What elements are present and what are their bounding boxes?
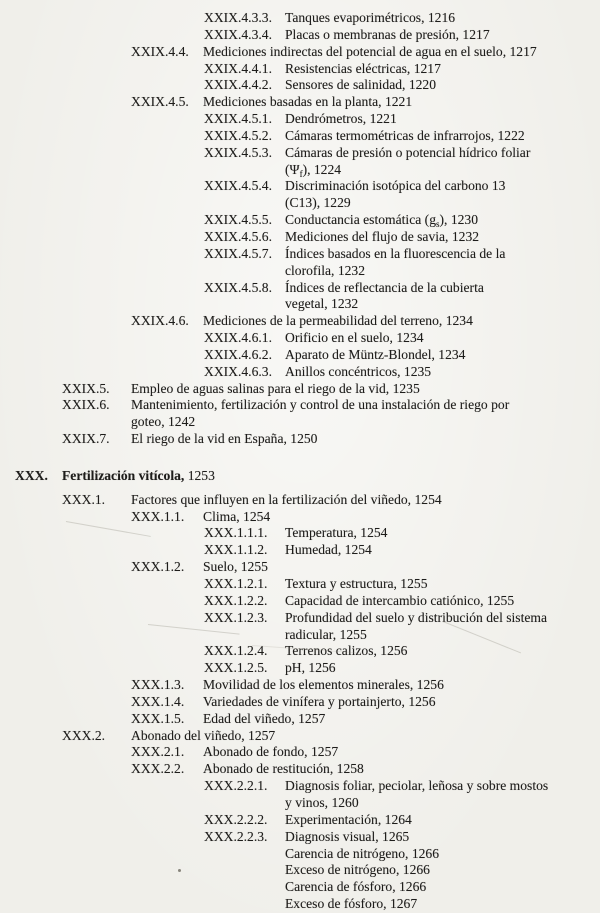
- entry-first-line: [204, 228, 600, 246]
- toc-entry: [0, 677, 600, 694]
- entry-first-line: [204, 525, 600, 542]
- entry-title: Anillos concéntricos, 1235: [285, 363, 432, 379]
- entry-title: Suelo, 1255: [203, 559, 268, 575]
- entry-number: XXIX.4.6.2.: [204, 346, 272, 362]
- toc-entry: [0, 525, 600, 542]
- entry-number: XXIX.4.5.1.: [204, 111, 272, 127]
- entry-number: XXX.: [15, 467, 48, 483]
- entry-title: $(\Psi_f)$, 1224: [285, 161, 342, 179]
- entry-title: y vinos, 1260: [285, 794, 359, 810]
- entry-title: Profundidad del suelo y distribución del sistema: [285, 609, 548, 625]
- entry-first-line: [204, 144, 600, 162]
- entry-number: XXIX.4.3.4.: [204, 26, 272, 42]
- entry-wrap-line: [285, 162, 600, 179]
- entry-number: XXIX.4.6.: [131, 313, 189, 329]
- entry-title: pH, 1256: [285, 660, 336, 676]
- entry-number: XXX.1.3.: [131, 677, 185, 693]
- entry-number: XXX.1.: [62, 491, 106, 507]
- entry-number: XXX.2.1.: [131, 744, 185, 760]
- entry-number: XXIX.5.: [62, 380, 110, 396]
- entry-number: XXX.2.2.: [131, 761, 185, 777]
- entry-title: Experimentación, 1264: [285, 811, 412, 827]
- toc-entry: [0, 468, 600, 485]
- entry-title: Discriminación isotópica del carbono 13: [285, 178, 506, 194]
- toc-entry: [0, 94, 600, 111]
- entry-title: Movilidad de los elementos minerales, 1256: [203, 677, 444, 693]
- toc-entry: [0, 10, 600, 27]
- entry-first-line: [204, 178, 600, 195]
- entry-number: XXX.1.1.1.: [204, 525, 268, 541]
- entry-first-line: [285, 862, 600, 879]
- entry-title: Fertilización vitícola, 1253: [62, 467, 215, 483]
- entry-number: XXX.2.2.3.: [204, 828, 268, 844]
- entry-number: XXIX.4.5.8.: [204, 279, 272, 295]
- entry-first-line: [285, 846, 600, 863]
- entry-number: XXIX.4.5.3.: [204, 144, 272, 160]
- entry-number: XXX.2.2.1.: [204, 778, 268, 794]
- entry-title: Dendrómetros, 1221: [285, 111, 397, 127]
- toc-entry: [0, 778, 600, 812]
- entry-first-line: [131, 761, 600, 778]
- entry-first-line: [131, 94, 600, 111]
- toc-entry: [0, 509, 600, 526]
- toc-entry: [0, 694, 600, 711]
- toc-entry: [0, 862, 600, 879]
- toc-entry: [0, 178, 600, 212]
- toc-entry: [0, 711, 600, 728]
- entry-title: Cámaras termométricas de infrarrojos, 1222: [285, 127, 525, 143]
- entry-title: Mediciones de la permeabilidad del terreno, 1234: [203, 313, 473, 329]
- entry-first-line: [204, 245, 600, 263]
- entry-number: XXX.1.2.1.: [204, 576, 268, 591]
- entry-title: Abonado de fondo, 1257: [203, 744, 339, 760]
- entry-title: Variedades de vinífera y portainjerto, 1256: [203, 693, 436, 709]
- entry-title: Mediciones del flujo de savia, 1232: [285, 228, 480, 244]
- entry-first-line: [204, 811, 600, 829]
- entry-number: XXX.1.5.: [131, 710, 185, 726]
- entry-first-line: [204, 363, 600, 381]
- toc-entry: [0, 829, 600, 846]
- entry-number: XXX.1.2.5.: [204, 660, 268, 676]
- toc-entry: [0, 896, 600, 913]
- toc-entry: [0, 643, 600, 660]
- entry-first-line: [204, 77, 600, 94]
- entry-title: (C13), 1229: [285, 195, 351, 211]
- toc-list: [0, 10, 600, 913]
- toc-entry: [0, 761, 600, 778]
- entry-number: XXIX.4.5.2.: [204, 127, 272, 143]
- entry-number: XXX.1.2.2.: [204, 592, 268, 608]
- entry-title: radicular, 1255: [285, 626, 367, 642]
- entry-title: Factores que influyen en la fertilización del viñedo, 1254: [131, 491, 442, 507]
- toc-entry: [0, 610, 600, 644]
- entry-first-line: [204, 828, 600, 846]
- entry-number: XXIX.6.: [62, 397, 110, 413]
- entry-first-line: [204, 212, 600, 230]
- entry-number: XXIX.4.3.3.: [204, 10, 272, 25]
- entry-first-line: [131, 744, 600, 761]
- entry-title: Aparato de Müntz-Blondel, 1234: [285, 346, 466, 362]
- toc-entry: [0, 576, 600, 593]
- entry-title: Humedad, 1254: [285, 542, 372, 558]
- entry-title: Textura y estructura, 1255: [285, 576, 428, 591]
- entry-first-line: [131, 559, 600, 576]
- entry-title: Placas o membranas de presión, 1217: [285, 26, 490, 42]
- entry-first-line: [204, 609, 600, 627]
- entry-number: XXIX.4.6.3.: [204, 363, 272, 379]
- entry-title: Resistencias eléctricas, 1217: [285, 60, 441, 76]
- toc-entry: [0, 347, 600, 364]
- entry-number: XXX.1.2.3.: [204, 609, 268, 625]
- toc-entry: [0, 330, 600, 347]
- entry-first-line: [204, 346, 600, 364]
- entry-first-line: [131, 313, 600, 330]
- entry-number: XXX.2.2.2.: [204, 811, 268, 827]
- toc-entry: [0, 212, 600, 229]
- toc-entry: [0, 381, 600, 398]
- entry-first-line: [285, 896, 600, 913]
- entry-title: Diagnosis visual, 1265: [285, 828, 410, 844]
- entry-title: Abonado del viñedo, 1257: [131, 727, 276, 743]
- entry-wrap-line: [285, 195, 600, 212]
- entry-first-line: [204, 111, 600, 128]
- toc-entry: [0, 660, 600, 677]
- entry-first-line: [204, 643, 600, 660]
- entry-number: XXIX.4.4.: [131, 43, 189, 59]
- entry-title: Exceso de fósforo, 1267: [285, 896, 418, 912]
- toc-entry: [0, 313, 600, 330]
- entry-first-line: [204, 592, 600, 610]
- entry-number: XXIX.4.5.4.: [204, 178, 272, 194]
- entry-number: XXX.1.4.: [131, 693, 185, 709]
- entry-title: Edad del viñedo, 1257: [203, 710, 326, 726]
- toc-entry: [0, 229, 600, 246]
- entry-number: XXIX.4.4.1.: [204, 60, 272, 76]
- entry-title: Índices basados en la fluorescencia de la: [285, 245, 506, 261]
- toc-entry: [0, 542, 600, 559]
- entry-first-line: [62, 727, 600, 745]
- toc-entry: [0, 145, 600, 179]
- entry-number: XXIX.4.5.6.: [204, 228, 272, 244]
- entry-title: Diagnosis foliar, peciolar, leñosa y sobre mostos: [285, 778, 549, 794]
- toc-entry: [0, 77, 600, 94]
- entry-title: Cámaras de presión o potencial hídrico foliar: [285, 144, 531, 160]
- entry-first-line: [131, 677, 600, 694]
- entry-title: Exceso de nitrógeno, 1266: [285, 862, 430, 878]
- entry-title: Carencia de fósforo, 1266: [285, 879, 427, 895]
- toc-entry: [0, 879, 600, 896]
- entry-first-line: [62, 397, 600, 414]
- entry-number: XXIX.4.5.7.: [204, 245, 272, 261]
- toc-entry: [0, 744, 600, 761]
- toc-entry: [0, 61, 600, 78]
- entry-number: XXIX.4.5.5.: [204, 212, 272, 228]
- entry-title: Conductancia estomática $(g_s)$, 1230: [285, 212, 479, 230]
- entry-wrap-line: [285, 263, 600, 280]
- entry-first-line: [204, 660, 600, 677]
- entry-first-line: [204, 10, 600, 27]
- entry-first-line: [131, 710, 600, 728]
- entry-wrap-line: [285, 795, 600, 812]
- entry-first-line: [62, 380, 600, 398]
- entry-title: Tanques evaporimétricos, 1216: [285, 10, 456, 25]
- entry-number: XXIX.4.4.2.: [204, 77, 272, 93]
- toc-entry: [0, 846, 600, 863]
- entry-title: Orificio en el suelo, 1234: [285, 330, 424, 346]
- entry-wrap-line: [285, 627, 600, 644]
- entry-first-line: [62, 491, 600, 509]
- entry-title: Mantenimiento, fertilización y control de una instalación de riego por: [131, 397, 510, 413]
- toc-entry: [0, 431, 600, 448]
- entry-number: XXX.1.1.: [131, 508, 185, 524]
- entry-title: Capacidad de intercambio catiónico, 1255: [285, 592, 515, 608]
- toc-entry: [0, 280, 600, 314]
- toc-entry: [0, 397, 600, 431]
- entry-title: Terrenos calizos, 1256: [285, 643, 408, 659]
- entry-wrap-line: [285, 296, 600, 313]
- entry-title: Índices de reflectancia de la cubierta: [285, 279, 484, 295]
- entry-first-line: [131, 508, 600, 526]
- entry-title: Temperatura, 1254: [285, 525, 388, 541]
- entry-first-line: [62, 431, 600, 448]
- toc-entry: [0, 44, 600, 61]
- toc-entry: [0, 728, 600, 745]
- entry-number: XXIX.4.5.: [131, 94, 189, 110]
- entry-title: Carencia de nitrógeno, 1266: [285, 845, 440, 861]
- entry-first-line: [204, 279, 600, 297]
- entry-first-line: [204, 330, 600, 347]
- entry-first-line: [285, 879, 600, 896]
- entry-title: Mediciones indirectas del potencial de agua en el suelo, 1217: [203, 43, 537, 59]
- entry-title: Empleo de aguas salinas para el riego de la vid, 1235: [131, 380, 420, 396]
- entry-first-line: [204, 60, 600, 78]
- entry-first-line: [131, 693, 600, 711]
- entry-first-line: [131, 43, 600, 61]
- entry-first-line: [204, 127, 600, 145]
- entry-title: Clima, 1254: [203, 508, 271, 524]
- entry-number: XXX.1.2.4.: [204, 643, 268, 659]
- entry-first-line: [204, 26, 600, 44]
- entry-number: XXIX.7.: [62, 431, 110, 447]
- entry-wrap-line: [131, 414, 600, 431]
- entry-title: Mediciones basadas en la planta, 1221: [203, 94, 413, 110]
- toc-entry: [0, 812, 600, 829]
- toc-entry: [0, 246, 600, 280]
- entry-first-line: [204, 542, 600, 559]
- scan-speck: [178, 869, 181, 872]
- entry-title: clorofila, 1232: [285, 262, 366, 278]
- entry-number: XXIX.4.6.1.: [204, 330, 272, 346]
- entry-title: El riego de la vid en España, 1250: [131, 431, 318, 447]
- entry-title: Abonado de restitución, 1258: [203, 761, 364, 777]
- entry-number: XXX.1.2.: [131, 559, 185, 575]
- toc-entry: [0, 111, 600, 128]
- toc-entry: [0, 27, 600, 44]
- toc-entry: [0, 593, 600, 610]
- entry-title: goteo, 1242: [131, 414, 196, 430]
- toc-entry: [0, 364, 600, 381]
- entry-title: Sensores de salinidad, 1220: [285, 77, 437, 93]
- entry-first-line: [15, 467, 600, 485]
- entry-number: XXX.1.1.2.: [204, 542, 268, 558]
- toc-entry: [0, 559, 600, 576]
- entry-first-line: [204, 778, 600, 795]
- entry-first-line: [204, 576, 600, 593]
- toc-entry: [0, 128, 600, 145]
- entry-title: vegetal, 1232: [285, 296, 359, 312]
- toc-entry: [0, 492, 600, 509]
- entry-number: XXX.2.: [62, 727, 106, 743]
